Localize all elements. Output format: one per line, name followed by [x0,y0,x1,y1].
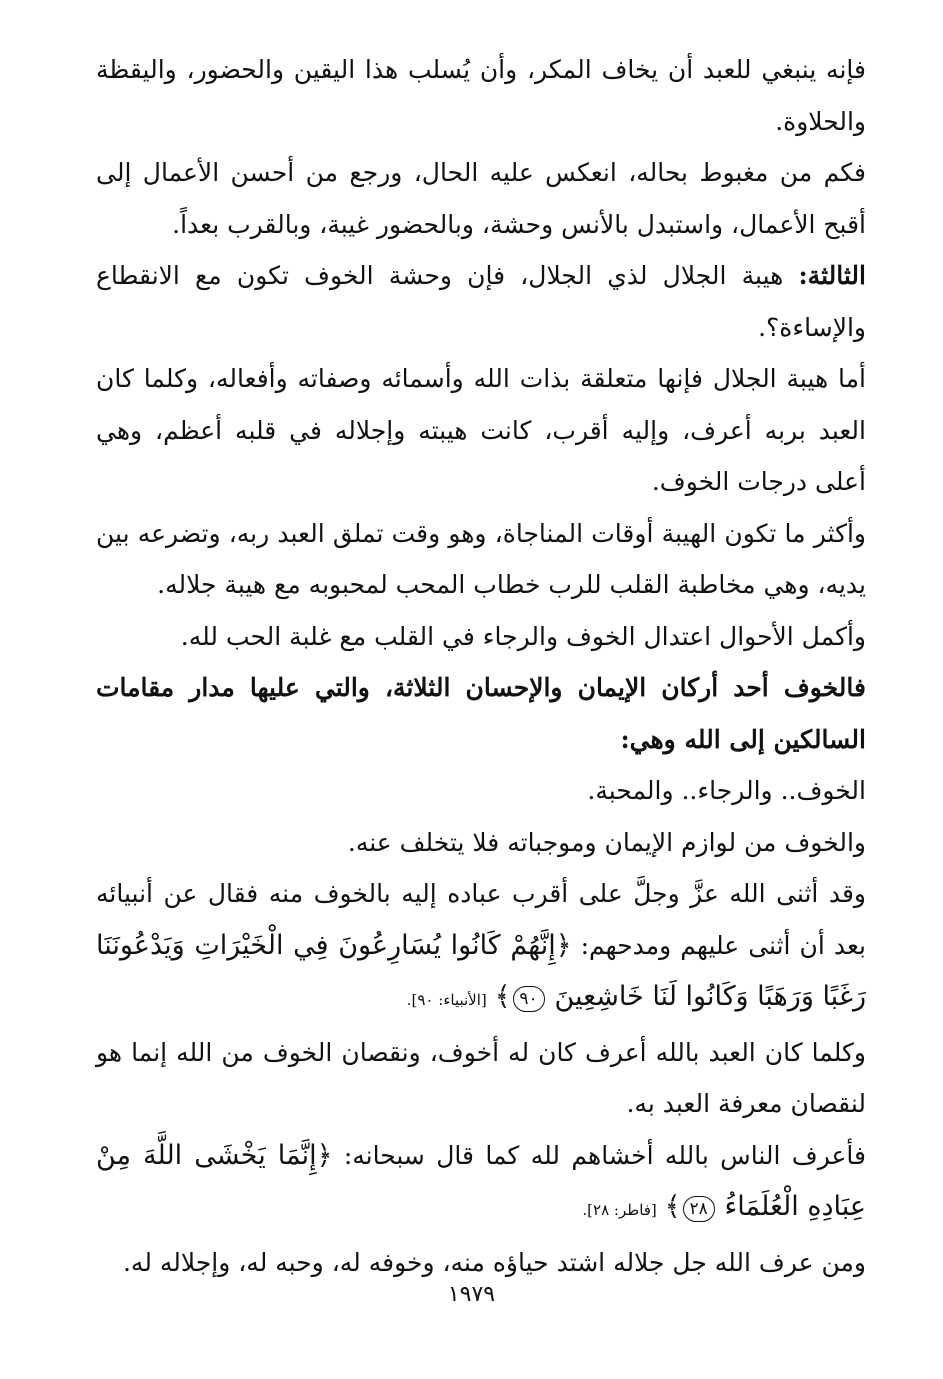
paragraph-7-bold [96,662,866,765]
paragraph-6 [96,611,866,663]
verse-close-bracket: ﴾ [664,1191,681,1222]
paragraph-text: هيبة الجلال لذي الجلال، فإن وحشة الخوف تكون مع الانقطاع والإساءة؟. [96,261,866,342]
paragraph-2 [96,147,866,250]
paragraph-10 [96,868,866,1027]
ayah-number-marker: ٩٠ [513,986,545,1012]
paragraph-12 [96,1130,866,1237]
paragraph-text: فكم من مغبوط بحاله، انعكس عليه الحال، ورجع من أحسن الأعمال إلى أقبح الأعمال، واستبدل بالأنس وحشة، وبالحضور غيبة، وبالقرب بعداً. [96,158,866,239]
verse-reference: [فاطر: ٢٨]. [582,1201,657,1219]
paragraph-5 [96,508,866,611]
paragraph-text: ومن عرف الله جل جلاله اشتد حياؤه منه، وخوفه له، وحبه له، وإجلاله له. [122,1247,866,1277]
paragraph-13 [96,1237,866,1289]
paragraph-11 [96,1027,866,1130]
paragraph-text: وكلما كان العبد بالله أعرف كان له أخوف، ونقصان الخوف من الله إنما هو لنقصان معرفة العبد به. [96,1037,866,1118]
paragraph-9 [96,817,866,869]
paragraph-text: فالخوف أحد أركان الإيمان والإحسان الثلاثة، والتي عليها مدار مقامات السالكين إلى الله وهي: [96,673,866,754]
paragraph-8 [96,765,866,817]
paragraph-text: والخوف من لوازم الإيمان وموجباته فلا يتخلف عنه. [347,827,866,857]
paragraph-text: فإنه ينبغي للعبد أن يخاف المكر، وأن يُسلب هذا اليقين والحضور، واليقظة والحلاوة. [96,55,866,136]
quran-verse: ﴿إِنَّمَا يَخْشَى اللَّهَ مِنْ عِبَادِهِ الْعُلَمَاءُ [96,1139,866,1222]
paragraph-3 [96,250,866,353]
verse-reference: [الأنبياء: ٩٠]. [406,991,487,1009]
paragraph-text: الخوف.. والرجاء.. والمحبة. [587,776,866,805]
paragraph-intro: وقد أثنى الله عزَّ وجلَّ على أقرب عباده إليه بالخوف منه فقال عن أنبيائه بعد أن أثنى عليهم ومدحهم: [96,879,866,960]
paragraph-text: وأكمل الأحوال اعتدال الخوف والرجاء في القلب مع غلبة الحب لله. [180,621,866,651]
ayah-number-marker: ٢٨ [683,1196,715,1222]
paragraph-text: أما هيبة الجلال فإنها متعلقة بذات الله وأسمائه وصفاته وأفعاله، وكلما كان العبد بربه أعرف، وإليه أقرب، كانت هيبته وإجلاله في قلبه أعظم، وهي أعلى درجات الخوف. [96,364,866,496]
section-label: الثالثة: [798,261,866,290]
quran-verse: ﴿إِنَّهُمْ كَانُوا يُسَارِعُونَ فِي الْخَيْرَاتِ وَيَدْعُونَنَا رَغَبًا وَرَهَبًا وَكَانُوا لَنَا خَاشِعِينَ [96,929,866,1012]
paragraph-1 [96,44,866,147]
paragraph-text: وأكثر ما تكون الهيبة أوقات المناجاة، وهو وقت تملق العبد ربه، وتضرعه بين يديه، وهي مخاطبة القلب للرب خطاب المحب لمحبوبه مع هيبة جلاله. [96,518,866,599]
body-text [96,44,866,1288]
paragraph-intro: فأعرف الناس بالله أخشاهم لله كما قال سبحانه: [343,1140,866,1170]
verse-close-bracket: ﴾ [494,981,511,1012]
paragraph-4 [96,353,866,508]
page-number: ١٩٧٩ [447,1282,496,1307]
